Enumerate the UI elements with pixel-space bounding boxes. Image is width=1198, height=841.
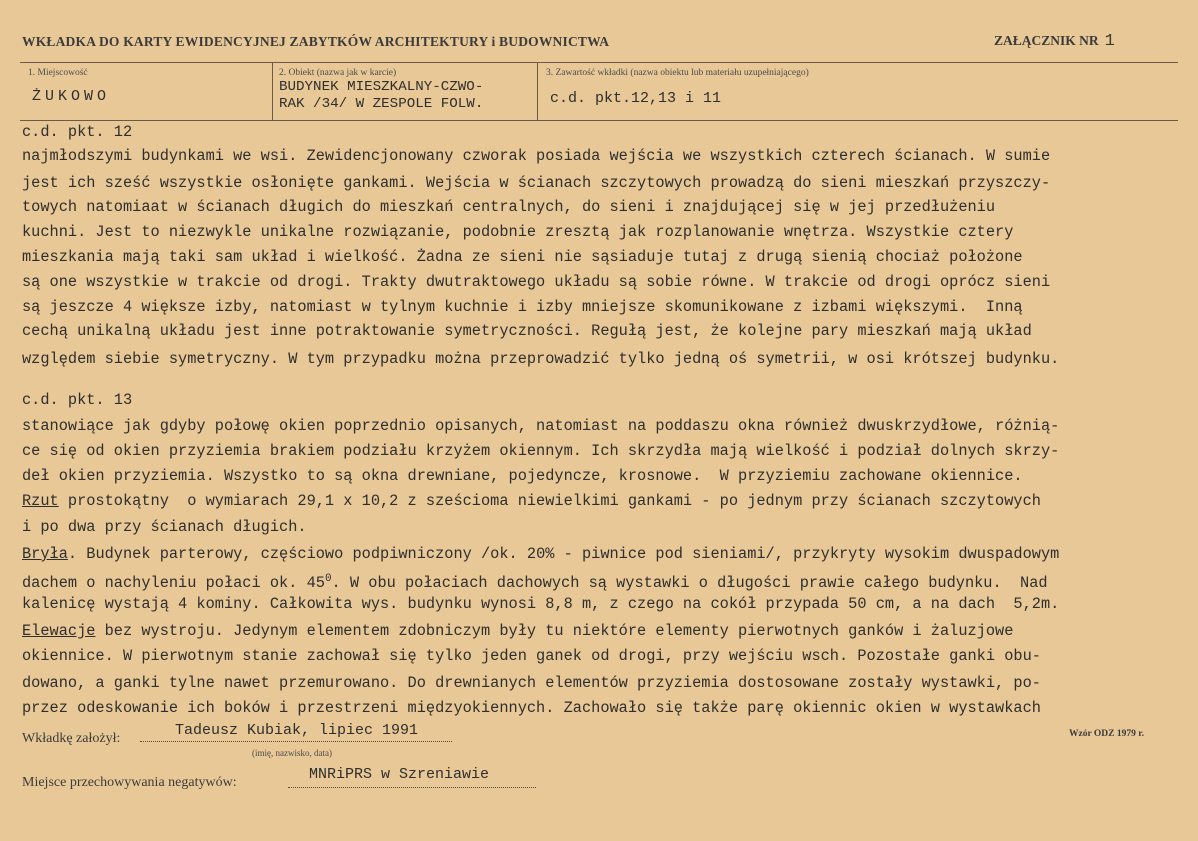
form-version: Wzór ODZ 1979 r. <box>1069 729 1144 739</box>
contents-value: c.d. pkt.12,13 i 11 <box>550 90 722 107</box>
body-line-19: kalenicę wystają 4 kominy. Całkowita wys. budynku wynosi 8,8 m, z czego na cokół przypada 50 cm, a na dach 5,2m. <box>22 595 1060 613</box>
negatives-label: Miejsce przechowywania negatywów: <box>22 775 237 790</box>
annex-number: 1 <box>1104 32 1115 51</box>
body-line-18-text: dachem o nachyleniu połaci ok. 45 <box>22 574 325 593</box>
negatives-value: MNRiPRS w Szreniawie <box>309 766 490 783</box>
body-line-7: są one wszystkie w trakcie od drogi. Trakty dwutraktowego układu są sobie równe. W trakcie od drogi oprócz sieni <box>22 273 1051 291</box>
locality-label: 1. Miejscowość <box>28 68 88 78</box>
negatives-dotline <box>288 787 536 788</box>
field-divider-2 <box>537 62 538 120</box>
header-rule-bottom <box>20 120 1178 121</box>
body-line-9: cechą unikalną układu jest inne potraktowanie symetryczności. Regułą jest, że kolejne pary mieszkań mają układ <box>22 322 1032 340</box>
object-value-line2: RAK /34/ W ZESPOLE FOLW. <box>279 96 484 112</box>
header-rule-top <box>20 62 1178 63</box>
degree-mark: 0 <box>324 573 332 585</box>
body-line-23: przez odeskowanie ich boków i przestrzeni międzyokiennych. Zachowało się także parę okiennic okien w wystawkach <box>22 699 1041 717</box>
body-line-10: względem siebie symetryczny. W tym przypadku można przeprowadzić tylko jedną oś symetrii, w osi krótszej budynku. <box>22 350 1060 368</box>
body-line-6: mieszkania mają taki sam układ i wielkość. Żadna ze sieni nie sąsiaduje tutaj z drugą sienią chociaż położone <box>22 248 1023 266</box>
body-line-16: i po dwa przy ścianach długich. <box>22 518 307 536</box>
body-line-5: kuchni. Jest to niezwykle unikalne rozwiązanie, podobnie zresztą jak rozplanowanie wnętrza. Wszystkie cztery <box>22 223 1014 241</box>
prepared-label: Wkładkę założył: <box>22 731 121 746</box>
body-line-22: dowano, a ganki tylne nawet przemurowano. Do drewnianych elementów przyziemia dostosowane zostały wystawki, po- <box>22 674 1041 692</box>
body-line-13: ce się od okien przyziemia brakiem podziału krzyżem okiennym. Ich skrzydła mają wielkość i podział dolnych skrzy- <box>22 442 1060 460</box>
annex-label-text: ZAŁĄCZNIK NR <box>994 33 1099 48</box>
form-title: WKŁADKA DO KARTY EWIDENCYJNEJ ZABYTKÓW ARCHITEKTURY i BUDOWNICTWA <box>22 34 610 49</box>
field-divider-1 <box>272 62 273 120</box>
body-line-3: jest ich sześć wszystkie osłonięte gankami. Wejścia w ścianach szczytowych prowadzą do sieni mieszkań przyszczy- <box>22 174 1051 192</box>
body-line-21: okiennice. W pierwotnym stanie zachował się tylko jeden ganek od drogi, przy wejściu wsch. Pozostałe ganki obu- <box>22 647 1041 665</box>
body-line-4: towych natomiaat w ścianach długich do mieszkań centralnych, do sieni i znajdującej się w jej przedłużeniu <box>22 198 996 216</box>
object-value-line1: BUDYNEK MIESZKALNY-CZWO- <box>279 79 484 95</box>
object-label: 2. Obiekt (nazwa jak w karcie) <box>279 68 397 78</box>
heading-elewacje: Elewacje <box>22 622 96 640</box>
annex-label <box>994 32 1115 51</box>
locality-value: ŻUKOWO <box>32 88 111 105</box>
heading-bryla: Bryła <box>22 545 68 563</box>
prepared-value: Tadeusz Kubiak, lipiec 1991 <box>175 722 419 739</box>
body-line-15-text: prostokątny o wymiarach 29,1 x 10,2 z sześcioma niewielkimi gankami - po jednym przy ścianach szczytowych <box>58 492 1041 510</box>
body-line-17-text: . Budynek parterowy, częściowo podpiwniczony /ok. 20% - piwnice pod sieniami/, przykryty wysokim dwuspadowym <box>67 545 1060 563</box>
body-line-11: c.d. pkt. 13 <box>22 391 133 409</box>
body-line-2: najmłodszymi budynkami we wsi. Zewidencjonowany czworak posiada wejścia we wszystkich czterech ścianach. W sumie <box>22 147 1051 165</box>
body-line-18-rest: . W obu połaciach dachowych są wystawki o długości prawie całego budynku. Nad <box>331 574 1048 593</box>
body-line-1: c.d. pkt. 12 <box>22 123 133 141</box>
body-line-18 <box>22 570 1048 592</box>
body-line-12: stanowiące jak gdyby połowę okien poprzednio opisanych, natomiast na poddaszu okna również dwuskrzydłowe, różnią- <box>22 417 1060 435</box>
prepared-hint: (imię, nazwisko, data) <box>252 748 332 758</box>
body-line-8: są jeszcze 4 większe izby, natomiast w tylnym kuchnie i izby mniejsze skomunikowane z izbami większymi. Inną <box>22 298 1023 316</box>
body-line-20 <box>22 622 1013 640</box>
body-line-14: deł okien przyziemia. Wszystko to są okna drewniane, pojedyncze, krosnowe. W przyziemiu zachowane okiennice. <box>22 467 1023 485</box>
heading-rzut: Rzut <box>22 492 59 510</box>
body-line-20-text: bez wystroju. Jedynym elementem zdobniczym były tu niektóre elementy pierwotnych ganków i żaluzjowe <box>95 622 1014 640</box>
contents-label: 3. Zawartość wkładki (nazwa obiektu lub materiału uzupełniającego) <box>546 68 809 78</box>
body-line-17 <box>22 545 1059 563</box>
body-line-15 <box>22 492 1041 510</box>
prepared-dotline <box>140 741 452 742</box>
